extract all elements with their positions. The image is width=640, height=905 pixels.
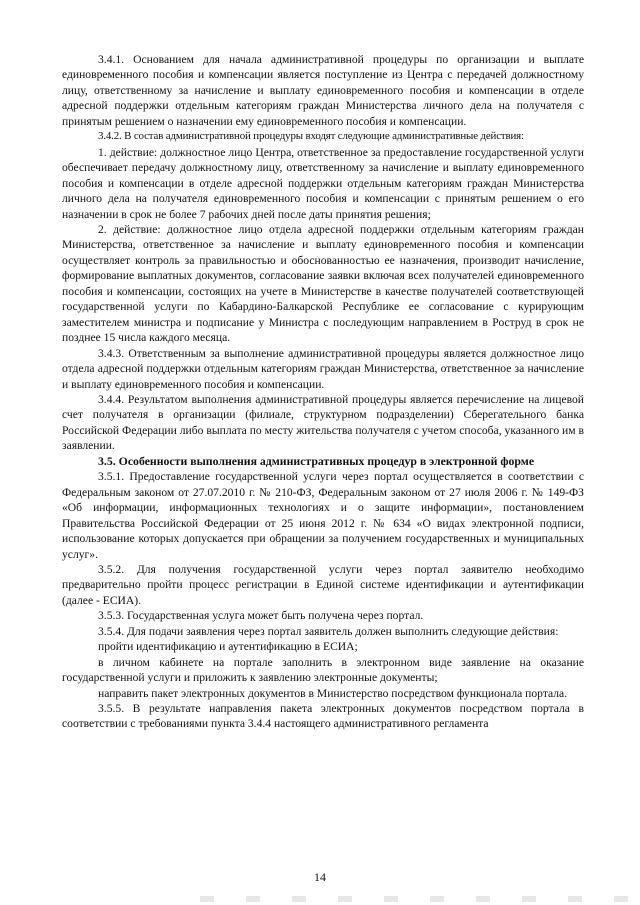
paragraph-3-4-2: 3.4.2. В состав административной процедуры входят следующие административные действия: [98, 130, 524, 143]
list-item-send-package: направить пакет электронных документов в Министерство посредством функционала портала. [98, 686, 568, 700]
page-number: 14 [314, 870, 326, 884]
paragraph-3-5-5: 3.5.5. В результате направления пакета электронных документов посредством портала в соответствии с требованиями пункта 3.4.4 настоящего административного регламента [62, 702, 584, 731]
scan-artifact-strip [200, 896, 640, 902]
section-title: 3.5. Особенности выполнения административных процедур в электронной форме [98, 453, 535, 468]
paragraph-3-5-4: 3.5.4. Для подачи заявления через портал заявитель должен выполнить следующие действия: [98, 624, 559, 638]
paragraph-3-4-3: 3.4.3. Ответственным за выполнение административной процедуры является должностное лицо отдела адресной поддержки отдельным категориям граждан Министерства, ответственное за начисление и выплату единовременного пособия и компенсации. [62, 346, 584, 391]
paragraph-3-4-4: 3.4.4. Результатом выполнения административной процедуры является перечисление на лицевой счет получателя в организации (филиале, структурном подразделении) Сберегательного банка Российской Федерации либо выплата по месту жительства получателя с учетом способа, указанного им в заявлении. [62, 392, 584, 453]
paragraph-action-2: 2. действие: должностное лицо отдела адресной поддержки отдельным категориям граждан Министерства, ответственное за начисление и выплату единовременного пособия и компенсации осуществляет контроль за правильностью и обоснованностью ее назначения, производит начисление, формирование выплатных документов, согласование заявки включая всех получателей единовременного пособия и компенсации, состоящих на учете в Министерстве в качестве получателей соответствующей государственной услуги по Кабардино-Балкарской Республике ее согласование с курирующим заместителем министра и подписание у Министра с последующим направлением в Роструд в срок не позднее 15 числа каждого месяца. [62, 222, 584, 345]
paragraph-3-5-1: 3.5.1. Предоставление государственной услуги через портал осуществляется в соответствии с Федеральным законом от 27.07.2010 г. № 210-ФЗ, Федеральным законом от 27 июля 2006 г. № 149-ФЗ «Об информации, информационных технологиях и о защите информации», постановлением Правительства Российской Федерации от 25 июня 2012 г. № 634 «О видах электронной подписи, использование которых допускается при обращении за получением государственных и муниципальных услуг». [62, 470, 584, 561]
paragraph-3-4-1: 3.4.1. Основанием для начала административной процедуры по организации и выплате единовременного пособия и компенсации является поступление из Центра с передачей должностному лицу, ответственному за начисление и выплату единовременного пособия и компенсации в отделе адресной поддержки отдельным категориям граждан Министерства личного дела на получателя с принятым решением о назначении ему единовременного пособия и компенсации. [62, 53, 584, 128]
list-item-cabinet: в личном кабинете на портале заполнить в электронном виде заявление на оказание государственной услуги и приложить к заявлению электронные документы; [62, 655, 584, 685]
paragraph-3-5-2: 3.5.2. Для получения государственной услуги через портал заявителю необходимо предварительно пройти процесс регистрации в Единой системе идентификации и аутентификации (далее - ЕСИА). [62, 562, 584, 607]
paragraph-action-1: 1. действие: должностное лицо Центра, ответственное за предоставление государственной услуги обеспечивает передачу должностному лицу, ответственному за начисление и выплату единовременного пособия и компенсации в отделе адресной поддержки отдельным категориям граждан Министерства личного дела на получателя единовременного пособия и компенсации с принятым решением о его назначении в срок не более 7 рабочих дней после даты принятия решения; [62, 145, 584, 221]
paragraph-3-5-3: 3.5.3. Государственная услуга может быть получена через портал. [98, 609, 424, 623]
list-item-esia: пройти идентификацию и аутентификацию в ЕСИА; [98, 640, 358, 654]
document-body [62, 52, 584, 732]
